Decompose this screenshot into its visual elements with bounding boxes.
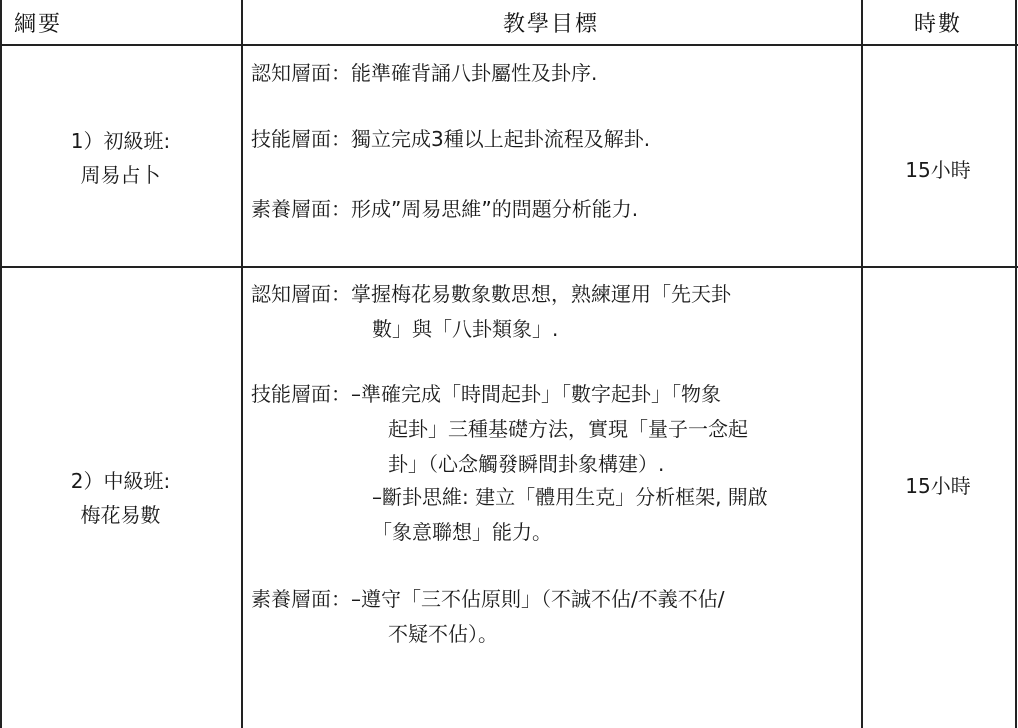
row1-outline-level: 1）初級班:	[70, 129, 171, 153]
row2-goal-skill-cont2: 卦」（心念觸發瞬間卦象構建）.	[388, 452, 665, 476]
row2-goal-literacy-cont: 不疑不佔）。	[388, 622, 498, 646]
row1-goal-cognitive: 認知層面：能準確背誦八卦屬性及卦序.	[251, 61, 598, 85]
column-divider-2	[861, 0, 863, 728]
row-divider	[0, 266, 1018, 268]
header-divider	[0, 44, 1018, 46]
table-border-right	[1015, 0, 1017, 728]
row1-goal-skill: 技能層面：獨立完成3種以上起卦流程及解卦.	[251, 127, 651, 151]
row2-goal-cognitive: 認知層面：掌握梅花易數象數思想，熟練運用「先天卦	[251, 282, 731, 306]
row2-outline-level: 2）中級班:	[70, 469, 171, 493]
row2-outline-cell	[0, 448, 241, 548]
row1-outline-title: 周易占卜	[80, 163, 161, 187]
header-teaching-goals: 教學目標	[502, 11, 599, 37]
row2-goal-skill-divination-cont: 「象意聯想」能力。	[372, 520, 552, 544]
header-outline: 綱要	[14, 11, 63, 37]
row2-goal-cognitive-cont: 數」與「八卦類象」.	[372, 317, 559, 341]
row1-goal-literacy: 素養層面：形成”周易思維”的問題分析能力.	[251, 197, 639, 221]
row2-outline-title: 梅花易數	[80, 503, 161, 527]
row2-goal-skill-cont1: 起卦」三種基礎方法，實現「量子一念起	[388, 417, 748, 441]
row2-goal-literacy: 素養層面：–遵守「三不佔原則」（不誠不佔/不義不佔/	[251, 587, 725, 611]
row2-hours: 15小時	[905, 474, 971, 498]
row2-goal-skill-divination: –斷卦思維: 建立「體用生克」分析框架, 開啟	[372, 485, 768, 509]
header-hours: 時數	[913, 11, 962, 37]
row1-outline-cell	[0, 108, 241, 208]
column-divider-1	[241, 0, 243, 728]
row2-goal-skill: 技能層面：–準確完成「時間起卦」「數字起卦」「物象	[251, 382, 721, 406]
row1-hours: 15小時	[905, 158, 971, 182]
